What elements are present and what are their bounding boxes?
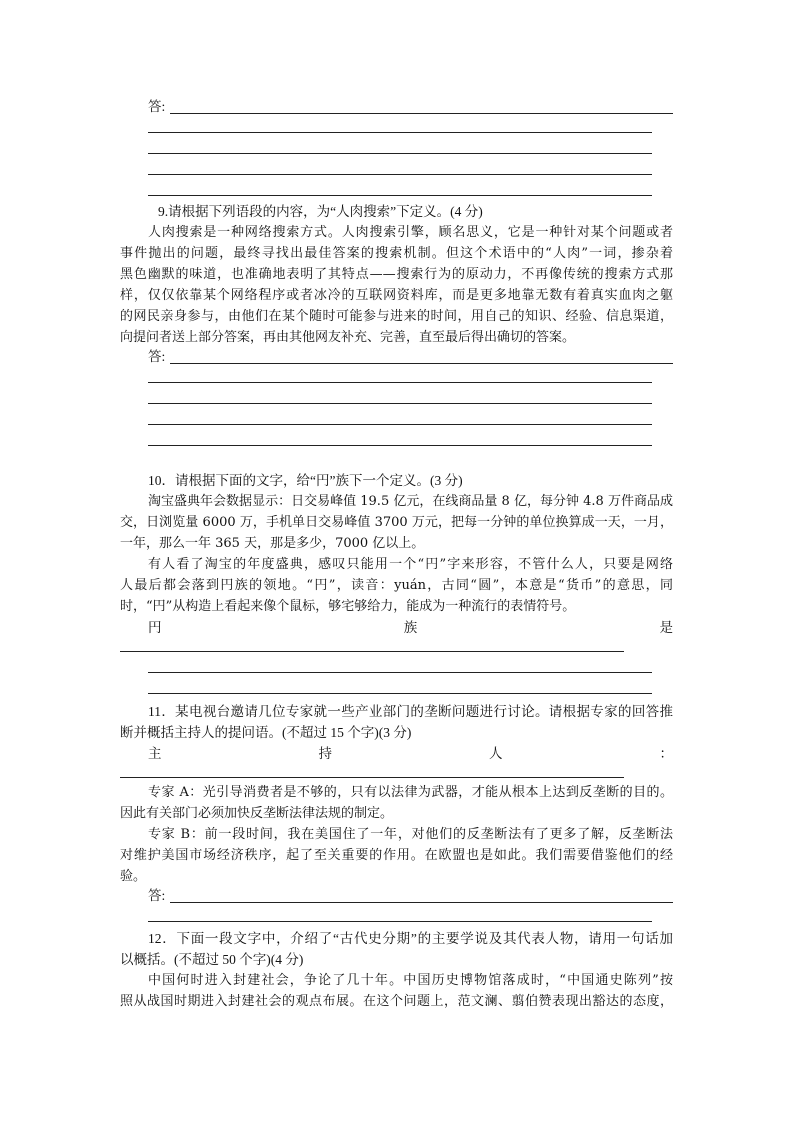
answer-row: [120, 98, 673, 116]
passage-line: 淘宝盛典年会数据显示：日交易峰值 19.5 亿元，在线商品量 8 亿，每分钟 4.8 万件商品成: [148, 494, 673, 509]
expert-line: 因此有关部门必须加快反垄断法律法规的制定。: [120, 806, 394, 821]
passage-line: 一年，那么一年 365 天，那是多少，7000 亿以上。: [120, 536, 425, 551]
question-heading: 以概括。(不超过 50 个字)(4 分): [120, 952, 304, 967]
question-heading: 9.请根据下列语段的内容，为“人肉搜索”下定义。(4 分): [158, 204, 483, 219]
definition-prompt: 円族是: [148, 620, 673, 635]
passage-line: 的网民亲身参与，由他们在某个随时可能参与进来的时间，用自己的知识、经验、信息渠道，: [120, 309, 673, 324]
answer-blank-line: [120, 116, 673, 137]
question-heading: 12．下面一段文字中，介绍了“古代史分期”的主要学说及其代表人物，请用一句话加: [148, 931, 673, 946]
question-9: [120, 201, 673, 450]
passage-line: 中国何时进入封建社会，争论了几十年。中国历史博物馆落成时，“中国通史陈列”按: [148, 973, 673, 988]
passage-line: 事件抛出的问题，最终寻找出最佳答案的搜索机制。但这个术语中的“人肉”一词，掺杂着: [120, 246, 673, 261]
passage-line: 人最后都会落到円族的领地。“円”，读音：yuán，古同“圆”，本意是“货币”的意思，同: [120, 578, 673, 593]
question-10: [120, 470, 673, 698]
expert-line: 对维护美国市场经济秩序，起了至关重要的作用。在欧盟也是如此。我们需要借鉴他们的经: [120, 848, 673, 863]
host-prompt: 主持人：: [148, 746, 673, 761]
answer-underline: [170, 363, 673, 364]
passage-line: 向提问者送上部分答案，再由其他网友补充、完善，直至最后得出确切的答案。: [120, 330, 576, 345]
answer-blank-line: [120, 408, 673, 429]
answer-blank-line: [120, 905, 673, 926]
answer-label: 答:: [148, 888, 166, 903]
answer-blank-line: [120, 179, 673, 200]
answer-row: [120, 348, 673, 366]
passage-line: 样，仅仅依靠某个网络程序或者冰冷的互联网资料库，而是更多地靠无数有着真实血肉之躯: [120, 288, 673, 303]
answer-underline: [170, 113, 673, 114]
expert-line: 专家 A：光引导消费者是不够的，只有以法律为武器，才能从根本上达到反垄断的目的。: [148, 785, 673, 800]
question-heading: 10．请根据下面的文字，给“円”族下一个定义。(3 分): [148, 473, 463, 488]
answer-blank-line: [120, 429, 673, 450]
question-11: [120, 701, 673, 926]
answer-row: [120, 887, 673, 905]
passage-line: 有人看了淘宝的年度盛典，感叹只能用一个“円”字来形容，不管什么人，只要是网络: [148, 557, 673, 572]
top-answer-area: [120, 98, 673, 200]
expert-line: 专家 B：前一段时间，我在美国住了一年，对他们的反垄断法有了更多了解，反垄断法: [148, 827, 673, 842]
passage-line: 黑色幽默的味道，也准确地表明了其特点——搜索行为的原动力，不再像传统的搜索方式那: [120, 267, 673, 282]
answer-label: 答:: [148, 349, 166, 364]
answer-blank-line: [120, 656, 673, 677]
answer-blank-line: [120, 366, 673, 387]
answer-label: 答:: [148, 99, 166, 114]
answer-blank-line: [120, 764, 673, 782]
answer-blank-line: [120, 137, 673, 158]
question-12: [120, 928, 673, 1012]
question-heading: 11．某电视台邀请几位专家就一些产业部门的垄断问题进行讨论。请根据专家的回答推: [148, 704, 673, 719]
answer-blank-line: [120, 677, 673, 698]
answer-blank-line: [120, 158, 673, 179]
question-heading: 断并概括主持人的提问语。(不超过 15 个字)(3 分): [120, 725, 412, 740]
expert-line: 验。: [120, 869, 147, 884]
answer-underline: [170, 902, 673, 903]
passage-line: 交，日浏览量 6000 万，手机单日交易峰值 3700 万元，把每一分钟的单位换算成一天，一月，: [120, 515, 673, 530]
passage-line: 时，“円”从构造上看起来像个鼠标，够宅够给力，能成为一种流行的表情符号。: [120, 599, 576, 614]
answer-blank-line: [120, 387, 673, 408]
passage-line: 人肉搜索是一种网络搜索方式。人肉搜索引擎，顾名思义，它是一种针对某个问题或者: [148, 225, 673, 240]
answer-blank-line: [120, 638, 673, 656]
passage-line: 照从战国时期进入封建社会的观点布展。在这个问题上，范文澜、翦伯赞表现出豁达的态度，: [120, 994, 673, 1009]
